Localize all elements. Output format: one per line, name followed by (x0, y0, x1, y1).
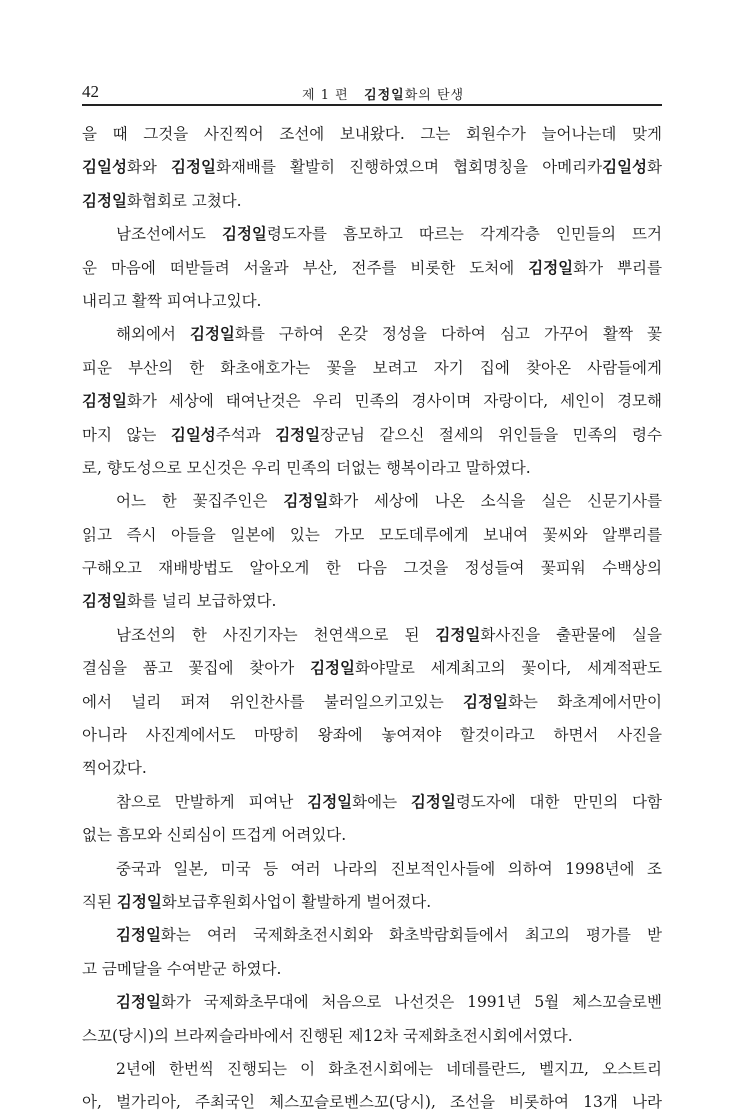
text-line: 없는 흠모와 신뢰심이 뜨겁게 어려있다. (82, 826, 347, 845)
highlighted-name: 김정일 (116, 892, 162, 911)
text-line: 김정일화가 세상에 태여난것은 우리 민족의 경사이며 자랑이다, 세인이 경모해 (82, 392, 662, 411)
text-line: 참으로 만발하게 피여난 김정일화에는 김정일령도자에 대한 만민의 다함 (116, 792, 662, 811)
running-title (302, 84, 464, 103)
text-line: 아, 벌가리아, 주최국인 체스꼬슬로벤스꼬(당시), 조선을 비롯하여 13개 나라 (82, 1093, 662, 1112)
text-line: 김정일화를 널리 보급하였다. (82, 592, 277, 611)
text-line: 스꼬(당시)의 브라찌슬라바에서 진행된 제12차 국제화초전시회에서였다. (82, 1026, 573, 1045)
text-line: 김정일화협회로 고쳤다. (82, 191, 242, 210)
text-line: 직된 김정일화보급후원회사업이 활발하게 벌어졌다. (82, 892, 432, 911)
text-line: 에서 널리 퍼져 위인찬사를 불러일으키고있는 김정일화는 화초계에서만이 (82, 692, 662, 711)
text-line: 피운 부산의 한 화초애호가는 꽃을 보려고 자기 집에 찾아온 사람들에게 (82, 358, 662, 377)
highlighted-name: 김정일 (307, 792, 353, 811)
highlighted-name: 김정일 (221, 225, 267, 244)
text-line: 결심을 품고 꽃집에 찾아가 김정일화야말로 세계최고의 꽃이다, 세계적판도 (82, 659, 662, 678)
highlighted-name: 김일성 (602, 158, 648, 177)
text-line: 고 금메달을 수여받군 하였다. (82, 959, 282, 978)
text-line: 해외에서 김정일화를 구하여 온갖 정성을 다하여 심고 가꾸어 활짝 꽃 (116, 325, 662, 344)
highlighted-name: 김정일 (82, 592, 127, 611)
part-label: 제 1 편 (302, 88, 349, 103)
highlighted-name: 김일성 (170, 425, 216, 444)
text-line: 찍어갔다. (82, 759, 147, 778)
text-line: 김정일화는 여러 국제화초전시회와 화초박람회들에서 최고의 평가를 받 (116, 926, 662, 945)
highlighted-name: 김정일 (283, 492, 329, 511)
highlighted-name: 김정일 (410, 792, 456, 811)
highlighted-name: 김정일 (275, 425, 321, 444)
highlighted-name: 김정일 (82, 191, 127, 210)
highlighted-name: 김정일 (435, 625, 481, 644)
highlighted-name: 김일성 (82, 158, 127, 177)
text-line: 을 때 그것을 사진찍어 조선에 보내왔다. 그는 회원수가 늘어나는데 맞게 (82, 125, 662, 143)
highlighted-name: 김정일 (82, 392, 127, 411)
text-line: 남조선에서도 김정일령도자를 흠모하고 따르는 각계각층 인민들의 뜨거 (116, 225, 662, 244)
highlighted-name: 김정일 (189, 325, 235, 344)
highlighted-name: 김정일 (116, 993, 161, 1012)
page-header (82, 82, 662, 106)
highlighted-name: 김정일 (171, 158, 216, 177)
highlighted-name: 김정일 (528, 258, 574, 277)
text-line: 읽고 즉시 아들을 일본에 있는 가모 모도데루에게 보내여 꽃씨와 알뿌리를 (82, 525, 662, 544)
text-line: 내리고 활짝 피여나고있다. (82, 291, 262, 310)
text-line: 김일성화와 김정일화재배를 활발히 진행하였으며 협회명칭을 아메리카김일성화 (82, 158, 662, 177)
text-line: 구해오고 재배방법도 알아오게 한 다음 그것을 정성들여 꽃피워 수백상의 (82, 559, 662, 578)
highlighted-name: 김정일 (116, 926, 161, 945)
text-line: 마지 않는 김일성주석과 김정일장군님 같으신 절세의 위인들을 민족의 령수 (82, 425, 662, 444)
highlighted-name: 김정일 (310, 659, 355, 678)
text-line: 로, 향도성으로 모신것은 우리 민족의 더없는 행복이라고 말하였다. (82, 458, 531, 477)
page-number: 42 (82, 82, 99, 101)
title-bold: 김정일 (364, 88, 405, 103)
highlighted-name: 김정일 (463, 692, 508, 711)
text-line: 중국과 일본, 미국 등 여러 나라의 진보적인사들에 의하여 1998년에 조 (116, 859, 662, 878)
text-line: 어느 한 꽃집주인은 김정일화가 세상에 나온 소식을 실은 신문기사를 (116, 492, 662, 511)
body-text (82, 118, 662, 1120)
title-rest: 화의 탄생 (404, 88, 465, 103)
text-line: 아니라 사진계에서도 마땅히 왕좌에 놓여져야 할것이라고 하면서 사진을 (82, 726, 662, 745)
text-line: 남조선의 한 사진기자는 천연색으로 된 김정일화사진을 출판물에 실을 (116, 625, 662, 644)
text-line: 2년에 한번씩 진행되는 이 화초전시회에는 네데를란드, 벨지끄, 오스트리 (116, 1059, 662, 1078)
text-line: 김정일화가 국제화초무대에 처음으로 나선것은 1991년 5월 체스꼬슬로벤 (116, 993, 662, 1012)
text-line: 운 마음에 떠받들려 서울과 부산, 전주를 비롯한 도처에 김정일화가 뿌리를 (82, 258, 662, 277)
